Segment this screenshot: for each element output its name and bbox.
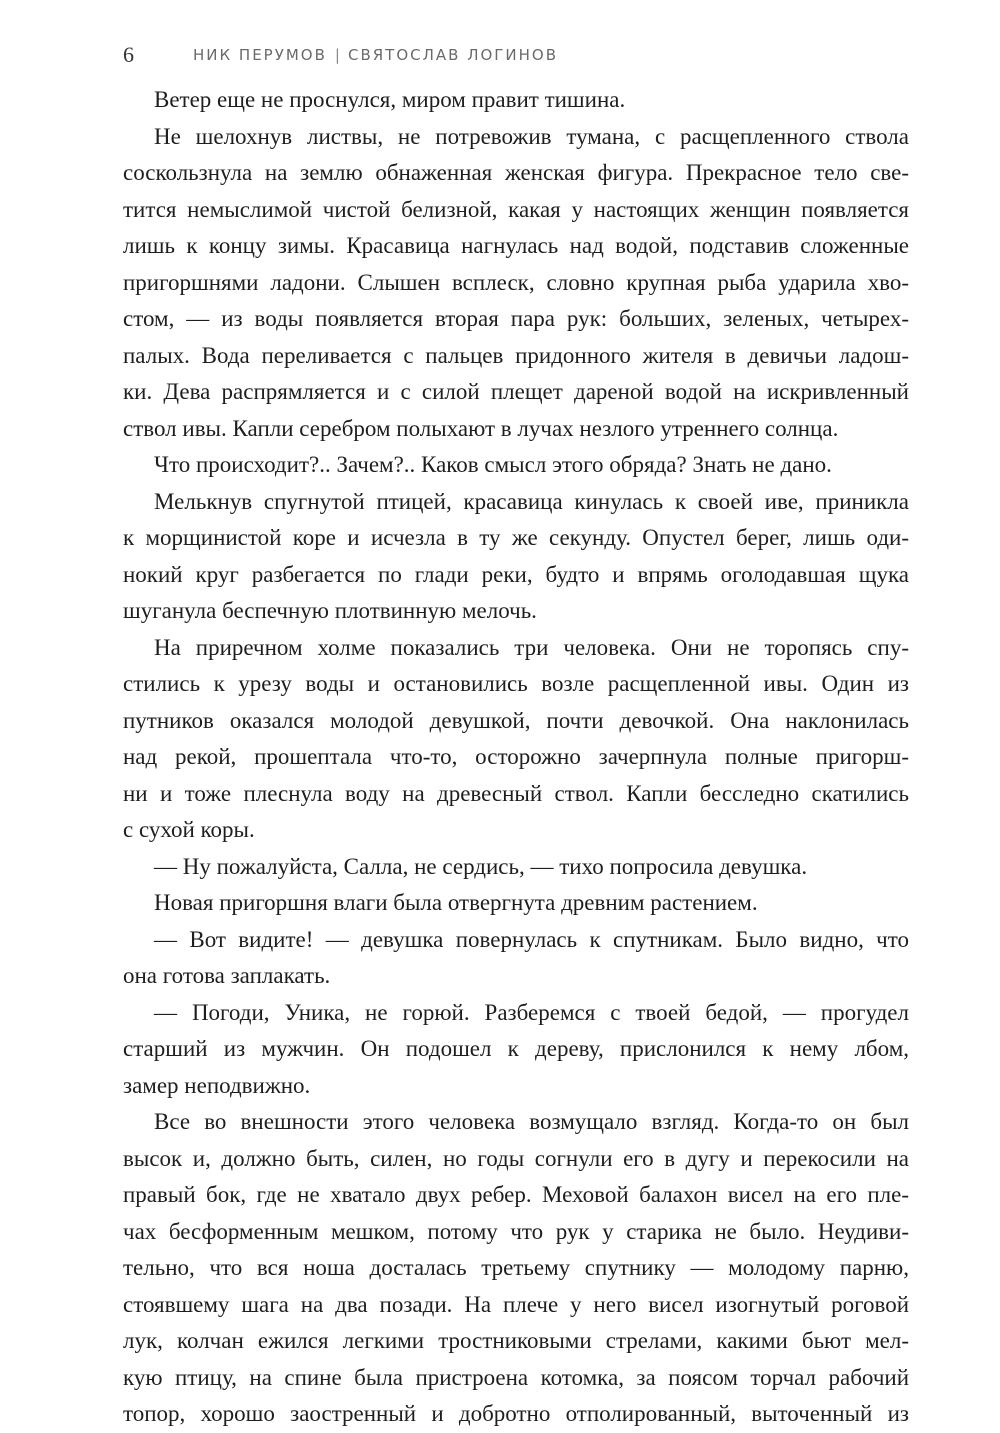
- text-line: Все во внешности этого человека возмущало взгляд. Когда-то он был: [154, 1109, 909, 1134]
- text-line: тельно, что вся ноша досталась третьему спутнику — молодому парню,: [123, 1255, 909, 1280]
- author-2: СВЯТОСЛАВ ЛОГИНОВ: [347, 46, 559, 64]
- text-line: ни и тоже плеснула воду на древесный ствол. Капли бесследно скатились: [123, 780, 909, 806]
- text-line: ствол ивы. Капли серебром полыхают в лучах незлого утреннего солнца.: [123, 415, 839, 441]
- text-line: Не шелохнув листвы, не потревожив тумана, с расщепленного ствола: [154, 123, 909, 149]
- text-line: к морщинистой коре и исчезла в ту же секунду. Опустел берег, лишь оди-: [123, 525, 909, 550]
- text-line: — Вот видите! — девушка повернулась к спутникам. Было видно, что: [154, 926, 909, 952]
- text-line: палых. Вода переливается с пальцев придонного жителя в девичьи ладош-: [123, 342, 909, 368]
- text-line: замер неподвижно.: [123, 1072, 311, 1098]
- text-line: с сухой коры.: [123, 817, 255, 842]
- text-line: — Ну пожалуйста, Салла, не сердись, — тихо попросила девушка.: [154, 853, 808, 879]
- text-line: путников оказался молодой девушкой, почти девочкой. Она наклонилась: [123, 707, 909, 733]
- author-1: НИК ПЕРУМОВ: [193, 46, 327, 64]
- text-line: старший из мужчин. Он подошел к дереву, прислонился к нему лбом,: [123, 1036, 909, 1061]
- text-line: Новая пригоршня влаги была отвергнута древним растением.: [154, 890, 758, 915]
- text-line: ки. Дева распрямляется и с силой плещет дареной водой на искривленный: [123, 379, 909, 404]
- text-line: стились к урезу воды и остановились возле расщепленной ивы. Один из: [123, 671, 909, 696]
- text-line: кую птицу, на спине была пристроена котомка, за поясом торчал рабочий: [123, 1364, 909, 1390]
- text-line: стом, — из воды появляется вторая пара рук: больших, зеленых, четырех-: [123, 306, 909, 331]
- text-line: шуганула беспечную плотвинную мелочь.: [123, 598, 537, 623]
- text-line: соскользнула на землю обнаженная женская фигура. Прекрасное тело све-: [123, 160, 909, 185]
- running-header: [123, 40, 558, 70]
- text-line: тится немыслимой чистой белизной, какая у настоящих женщин появляется: [123, 196, 909, 222]
- text-line: Что происходит?.. Зачем?.. Каков смысл этого обряда? Знать не дано.: [154, 452, 832, 477]
- body-text: [123, 82, 909, 1433]
- text-line: Ветер еще не проснулся, миром правит тишина.: [154, 87, 626, 112]
- text-line: пригоршнями ладони. Слышен всплеск, словно крупная рыба ударила хво-: [123, 269, 909, 295]
- header-separator: |: [334, 46, 340, 64]
- text-line: Мелькнув спугнутой птицей, красавица кинулась к своей иве, приникла: [154, 488, 909, 514]
- text-line: над рекой, прошептала что-то, осторожно зачерпнула полные пригорш-: [123, 744, 909, 769]
- text-line: правый бок, где не хватало двух ребер. Меховой балахон висел на его пле-: [123, 1182, 909, 1207]
- page-number: 6: [123, 42, 134, 67]
- text-line: топор, хорошо заостренный и добротно отполированный, выточенный из: [123, 1401, 909, 1426]
- text-line: высок и, должно быть, силен, но годы согнули его в дугу и перекосили на: [123, 1145, 909, 1171]
- text-line: нокий круг разбегается по глади реки, будто и впрямь оголодавшая щука: [123, 561, 909, 587]
- text-line: На приречном холме показались три человека. Они не торопясь спу-: [154, 634, 909, 660]
- text-line: она готова заплакать.: [123, 963, 331, 988]
- text-line: лук, колчан ежился легкими тростниковыми стрелами, какими бьют мел-: [123, 1328, 909, 1353]
- text-line: стоявшему шага на два позади. На плече у него висел изогнутый роговой: [123, 1291, 909, 1317]
- text-line: чах бесформенным мешком, потому что рук у старика не было. Неудиви-: [123, 1218, 909, 1244]
- text-line: лишь к концу зимы. Красавица нагнулась над водой, подставив сложенные: [123, 233, 909, 258]
- text-line: — Погоди, Уника, не горюй. Разберемся с твоей бедой, — прогудел: [154, 999, 909, 1025]
